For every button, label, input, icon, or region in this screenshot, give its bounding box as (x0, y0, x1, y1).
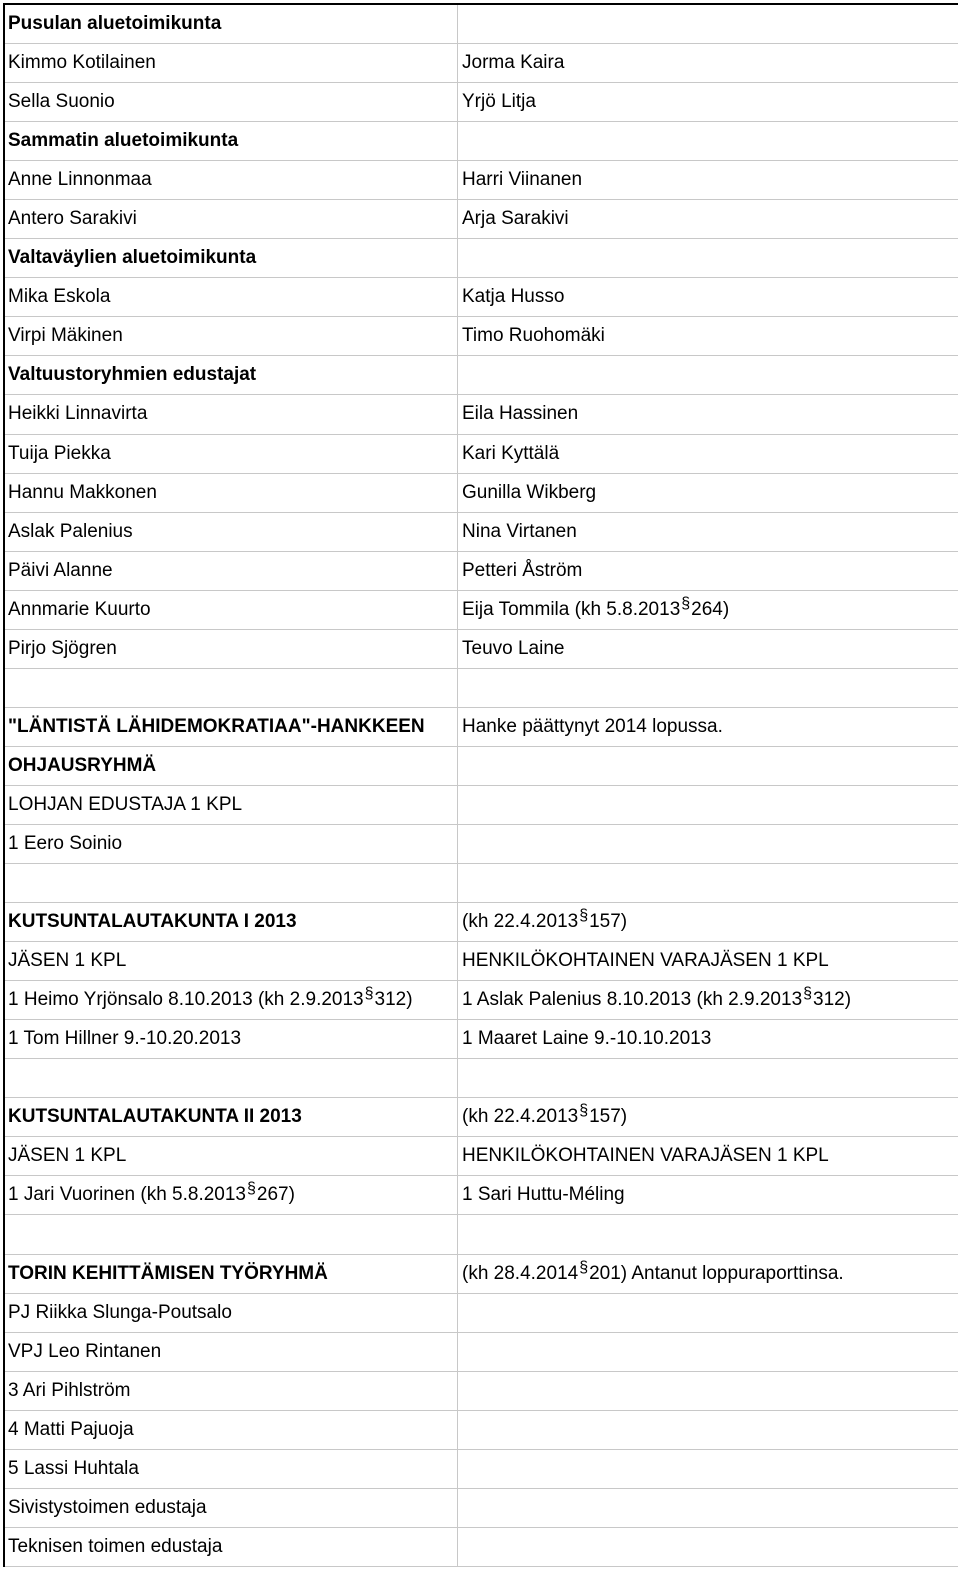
table-row (5, 630, 958, 669)
cell-text: Heikki Linnavirta (8, 403, 148, 425)
cell-text: JÄSEN 1 KPL (8, 1145, 127, 1167)
cell-text: 4 Matti Pajuoja (8, 1418, 134, 1440)
table-row (5, 1137, 958, 1176)
cell-text: 1 Heimo Yrjönsalo 8.10.2013 (kh 2.9.2013 (8, 989, 364, 1011)
table-row (5, 786, 958, 825)
table-cell (5, 435, 458, 473)
cell-text: (kh 22.4.2013 (462, 911, 579, 933)
table-cell (5, 903, 458, 941)
table-row (5, 1489, 958, 1528)
cell-text: Hannu Makkonen (8, 481, 157, 503)
table-row (5, 864, 958, 903)
cell-reference: 267) (256, 1184, 295, 1206)
table-cell (458, 1059, 958, 1097)
cell-text: HENKILÖKOHTAINEN VARAJÄSEN 1 KPL (462, 1145, 829, 1167)
cell-text: Petteri Åström (462, 559, 583, 581)
cell-text: Antero Sarakivi (8, 208, 137, 230)
table-cell (5, 1137, 458, 1175)
table-cell (458, 278, 958, 316)
table-cell (458, 1137, 958, 1175)
table-cell (5, 747, 458, 785)
table-cell (458, 864, 958, 902)
cell-text: Päivi Alanne (8, 559, 113, 581)
cell-reference: 201) Antanut loppuraporttinsa. (589, 1262, 844, 1284)
table-cell (458, 513, 958, 551)
table-cell (458, 44, 958, 82)
cell-reference: 312) (813, 989, 852, 1011)
table-cell (458, 1528, 958, 1566)
table-cell (458, 161, 958, 199)
table-cell (5, 200, 458, 238)
table-row (5, 1176, 958, 1215)
table-cell (5, 1098, 458, 1136)
table-row (5, 552, 958, 591)
cell-text: OHJAUSRYHMÄ (8, 754, 157, 776)
table-cell (5, 1059, 458, 1097)
table-row (5, 122, 958, 161)
table-cell (458, 708, 958, 746)
table-row (5, 239, 958, 278)
table-cell (5, 1215, 458, 1253)
table-cell (5, 669, 458, 707)
table-cell (5, 122, 458, 160)
cell-text: Annmarie Kuurto (8, 598, 151, 620)
table-cell (458, 83, 958, 121)
cell-text: 5 Lassi Huhtala (8, 1457, 139, 1479)
table-cell (5, 708, 458, 746)
cell-text: Aslak Palenius (8, 520, 133, 542)
table-cell (458, 356, 958, 394)
table-row (5, 278, 958, 317)
table-cell (5, 1411, 458, 1449)
table-cell (5, 317, 458, 355)
cell-text: Harri Viinanen (462, 169, 583, 191)
table-cell (5, 1450, 458, 1488)
cell-text: Pirjo Sjögren (8, 637, 117, 659)
cell-text: Yrjö Litja (462, 91, 536, 113)
cell-text: Kari Kyttälä (462, 442, 560, 464)
table-row (5, 83, 958, 122)
cell-text: (kh 28.4.2014 (462, 1262, 579, 1284)
cell-reference: 157) (589, 911, 628, 933)
cell-text: Jorma Kaira (462, 52, 565, 74)
table-cell (458, 1176, 958, 1214)
table-row (5, 44, 958, 83)
table-cell (5, 552, 458, 590)
table-cell (458, 786, 958, 824)
table-cell (5, 1255, 458, 1293)
table-cell (458, 1020, 958, 1058)
table-cell (458, 825, 958, 863)
table-cell (458, 1294, 958, 1332)
table-cell (458, 1215, 958, 1253)
table-cell (458, 1489, 958, 1527)
table-cell (5, 513, 458, 551)
table-cell (458, 1098, 958, 1136)
table-row (5, 708, 958, 747)
cell-text: Pusulan aluetoimikunta (8, 13, 222, 35)
section-symbol: § (579, 1258, 589, 1276)
cell-text: 1 Sari Huttu-Méling (462, 1184, 625, 1206)
table-cell (5, 356, 458, 394)
section-symbol: § (681, 594, 691, 612)
table-cell (5, 1176, 458, 1214)
cell-text: Valtuustoryhmien edustajat (8, 364, 257, 386)
table-cell (458, 395, 958, 433)
cell-text: Sammatin aluetoimikunta (8, 130, 239, 152)
cell-text: Mika Eskola (8, 286, 111, 308)
table-row (5, 435, 958, 474)
table-row (5, 356, 958, 395)
cell-text: 1 Aslak Palenius 8.10.2013 (kh 2.9.2013 (462, 989, 803, 1011)
table-cell (458, 669, 958, 707)
table-cell (5, 278, 458, 316)
table-row (5, 903, 958, 942)
cell-text: Timo Ruohomäki (462, 325, 605, 347)
cell-text: Teuvo Laine (462, 637, 565, 659)
table-row (5, 1333, 958, 1372)
table-cell (5, 1489, 458, 1527)
table-cell (458, 981, 958, 1019)
table-row (5, 317, 958, 356)
table-row (5, 981, 958, 1020)
cell-text: Virpi Mäkinen (8, 325, 123, 347)
cell-text: HENKILÖKOHTAINEN VARAJÄSEN 1 KPL (462, 950, 829, 972)
table-row (5, 1411, 958, 1450)
cell-text: 3 Ari Pihlström (8, 1379, 131, 1401)
cell-text: VPJ Leo Rintanen (8, 1340, 162, 1362)
table-row (5, 1450, 958, 1489)
table-cell (458, 747, 958, 785)
cell-text: Arja Sarakivi (462, 208, 569, 230)
table-row (5, 591, 958, 630)
table-cell (5, 630, 458, 668)
table-row (5, 5, 958, 44)
document-table (3, 3, 958, 1567)
cell-text: Katja Husso (462, 286, 565, 308)
table-row (5, 825, 958, 864)
cell-reference: 157) (589, 1106, 628, 1128)
cell-text: 1 Eero Soinio (8, 833, 123, 854)
table-cell (458, 1255, 958, 1293)
table-cell (5, 864, 458, 902)
section-symbol: § (247, 1180, 256, 1198)
table-row (5, 669, 958, 708)
cell-text: JÄSEN 1 KPL (8, 950, 127, 972)
cell-text: KUTSUNTALAUTAKUNTA I 2013 (8, 911, 297, 933)
table-cell (458, 1450, 958, 1488)
table-row (5, 1215, 958, 1254)
table-cell (5, 825, 458, 863)
table-cell (458, 1333, 958, 1371)
table-cell (458, 591, 958, 629)
table-cell (458, 1372, 958, 1410)
cell-text: Valtaväylien aluetoimikunta (8, 247, 257, 269)
cell-text: PJ Riikka Slunga-Poutsalo (8, 1301, 232, 1323)
cell-text: Kimmo Kotilainen (8, 52, 156, 74)
table-cell (5, 239, 458, 277)
table-row (5, 1020, 958, 1059)
cell-text: Hanke päättynyt 2014 lopussa. (462, 715, 723, 737)
table-cell (458, 239, 958, 277)
table-cell (458, 903, 958, 941)
cell-text: (kh 22.4.2013 (462, 1106, 579, 1128)
table-cell (5, 1372, 458, 1410)
cell-text: "LÄNTISTÄ LÄHIDEMOKRATIAA"-HANKKEEN (8, 715, 425, 737)
table-row (5, 200, 958, 239)
table-cell (5, 1020, 458, 1058)
table-cell (5, 44, 458, 82)
cell-text: TORIN KEHITTÄMISEN TYÖRYHMÄ (8, 1262, 328, 1284)
cell-text: Eila Hassinen (462, 403, 579, 425)
cell-reference: 312) (374, 989, 413, 1011)
table-row (5, 1294, 958, 1333)
table-row (5, 1255, 958, 1294)
cell-text: Tuija Piekka (8, 442, 111, 464)
table-cell (458, 630, 958, 668)
cell-text: Gunilla Wikberg (462, 481, 597, 503)
cell-text: 1 Maaret Laine 9.-10.10.2013 (462, 1028, 712, 1050)
cell-reference: 264) (691, 598, 730, 620)
table-row (5, 513, 958, 552)
cell-text: Sella Suonio (8, 91, 115, 113)
table-row (5, 395, 958, 434)
table-cell (458, 200, 958, 238)
table-cell (5, 942, 458, 980)
table-cell (458, 5, 958, 43)
table-cell (5, 5, 458, 43)
table-cell (5, 474, 458, 512)
table-cell (458, 122, 958, 160)
table-cell (5, 161, 458, 199)
table-cell (5, 981, 458, 1019)
table-cell (5, 591, 458, 629)
table-row (5, 474, 958, 513)
section-symbol: § (803, 985, 813, 1003)
table-cell (5, 786, 458, 824)
table-row (5, 161, 958, 200)
table-cell (458, 435, 958, 473)
table-row (5, 1528, 958, 1567)
cell-text: 1 Jari Vuorinen (kh 5.8.2013 (8, 1184, 247, 1206)
table-cell (458, 942, 958, 980)
cell-text: 1 Tom Hillner 9.-10.20.2013 (8, 1028, 242, 1050)
cell-text: Eija Tommila (kh 5.8.2013 (462, 598, 681, 620)
cell-text: Sivistystoimen edustaja (8, 1496, 207, 1518)
table-cell (5, 1294, 458, 1332)
cell-text: Teknisen toimen edustaja (8, 1535, 223, 1557)
section-symbol: § (579, 907, 589, 925)
cell-text: KUTSUNTALAUTAKUNTA II 2013 (8, 1106, 302, 1128)
table-row (5, 1098, 958, 1137)
cell-text: Anne Linnonmaa (8, 169, 152, 191)
table-cell (458, 1411, 958, 1449)
table-cell (458, 552, 958, 590)
cell-text: Nina Virtanen (462, 520, 577, 542)
table-row (5, 942, 958, 981)
table-row (5, 1372, 958, 1411)
table-cell (5, 1333, 458, 1371)
cell-text: LOHJAN EDUSTAJA 1 KPL (8, 793, 243, 815)
section-symbol: § (364, 985, 374, 1003)
table-cell (5, 395, 458, 433)
table-cell (458, 474, 958, 512)
section-symbol: § (579, 1102, 589, 1120)
table-cell (458, 317, 958, 355)
table-row (5, 747, 958, 786)
table-cell (5, 1528, 458, 1566)
table-row (5, 1059, 958, 1098)
table-cell (5, 83, 458, 121)
